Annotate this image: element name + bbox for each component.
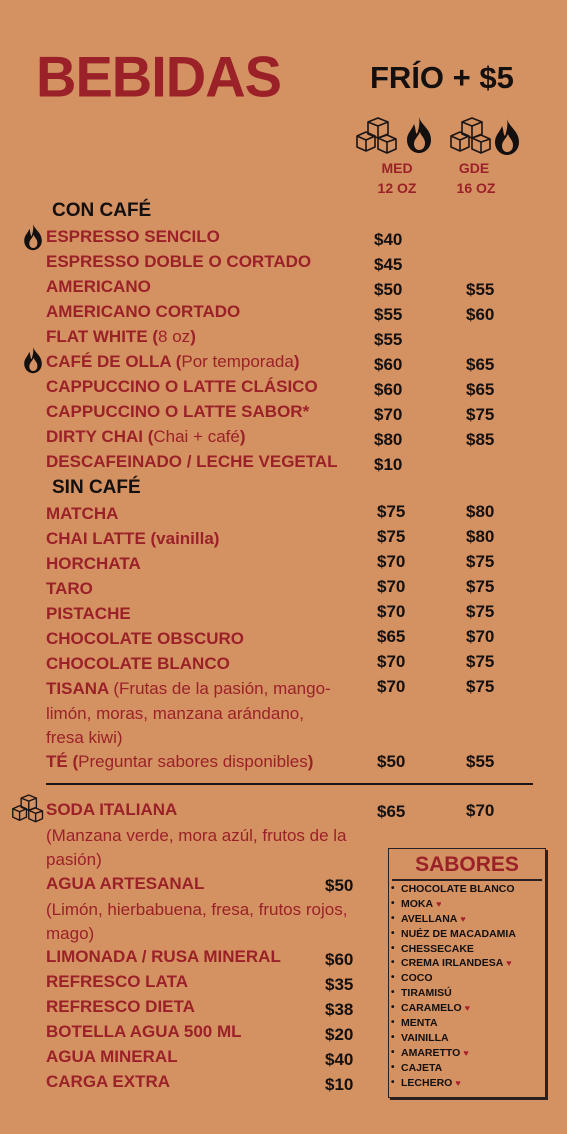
- column-gde-label: GDE: [458, 160, 490, 176]
- price-med: $65: [377, 802, 406, 821]
- flavor-item: [389, 943, 516, 958]
- cold-surcharge-note: FRÍO + $5: [370, 60, 514, 95]
- column-med-oz: 12 OZ: [377, 180, 417, 196]
- price-gde: $75: [466, 652, 495, 671]
- price-med: $60: [374, 380, 403, 399]
- price-med: $50: [377, 752, 406, 771]
- flavor-name: AVELLANA: [401, 912, 458, 925]
- item-description: pasión): [46, 850, 102, 869]
- price-gde: $80: [466, 527, 495, 546]
- menu-item: CHOCOLATE BLANCO: [46, 654, 230, 673]
- menu-title: BEBIDAS: [36, 44, 282, 109]
- flavor-item: [389, 1077, 516, 1092]
- menu-item: CHAI LATTE (vainilla): [46, 529, 220, 548]
- price-med: $65: [377, 627, 406, 646]
- flavor-item: [389, 883, 516, 898]
- heart-icon: ♥: [455, 1077, 461, 1088]
- price: $38: [325, 1000, 354, 1019]
- menu-item: MATCHA: [46, 504, 119, 523]
- heart-icon: ♥: [460, 913, 466, 924]
- menu-item: AGUA MINERAL: [46, 1047, 178, 1066]
- menu-item: CHOCOLATE OBSCURO: [46, 629, 245, 648]
- price-gde: $85: [466, 430, 495, 449]
- flavor-name: AMARETTO: [401, 1046, 461, 1059]
- flavor-item: [389, 898, 516, 913]
- column-gde-oz: 16 OZ: [456, 180, 496, 196]
- menu-item: DIRTY CHAI (Chai + café): [46, 427, 246, 446]
- menu-item: REFRESCO LATA: [46, 972, 188, 991]
- price-gde: $75: [466, 405, 495, 424]
- menu-item: DESCAFEINADO / LECHE VEGETAL: [46, 452, 338, 471]
- price-med: $70: [374, 405, 403, 424]
- price-gde: $80: [466, 502, 495, 521]
- menu-item: REFRESCO DIETA: [46, 997, 195, 1016]
- flavor-name: CHESSECAKE: [401, 942, 474, 955]
- menu-item: PISTACHE: [46, 604, 131, 623]
- price-med: $70: [377, 652, 406, 671]
- flavor-name: CHOCOLATE BLANCO: [401, 883, 515, 895]
- flavor-name: MOKA: [401, 897, 434, 910]
- menu-item: CAPPUCCINO O LATTE CLÁSICO: [46, 377, 318, 396]
- price: $40: [325, 1050, 354, 1069]
- menu-item: FLAT WHITE (8 oz): [46, 327, 196, 346]
- price-med: $70: [377, 602, 406, 621]
- menu-item: ESPRESSO DOBLE O CORTADO: [46, 252, 312, 271]
- flavor-name: NUÉZ DE MACADAMIA: [401, 927, 516, 940]
- price-med: $40: [374, 230, 403, 249]
- menu-item: CARGA EXTRA: [46, 1072, 171, 1091]
- menu-item: LIMONADA / RUSA MINERAL: [46, 947, 281, 966]
- flavor-item: [389, 972, 516, 987]
- price-gde: $65: [466, 355, 495, 374]
- flame-icon: [22, 223, 44, 251]
- menu-item: CAFÉ DE OLLA (Por temporada): [46, 352, 300, 371]
- flavors-title: SABORES: [415, 853, 519, 876]
- price-gde: $60: [466, 305, 495, 324]
- price-med: $75: [377, 527, 406, 546]
- item-description: mago): [46, 924, 95, 943]
- flame-icon: [22, 346, 44, 374]
- price-gde: $75: [466, 577, 495, 596]
- flavors-box: [388, 848, 546, 1098]
- menu-item: CAPPUCCINO O LATTE SABOR*: [46, 402, 310, 421]
- price: $35: [325, 975, 354, 994]
- flavor-name: LECHERO: [401, 1076, 453, 1089]
- flavor-item: [389, 987, 516, 1002]
- menu-item: AMERICANO: [46, 277, 151, 296]
- price-med: $70: [377, 552, 406, 571]
- heart-icon: ♥: [436, 898, 442, 909]
- price-med: $70: [377, 577, 406, 596]
- menu-item: BOTELLA AGUA 500 ML: [46, 1022, 242, 1041]
- flavor-name: CARAMELO: [401, 1002, 462, 1015]
- flavor-name: CAJETA: [401, 1061, 443, 1074]
- price-gde: $55: [466, 752, 495, 771]
- price: $10: [325, 1075, 354, 1094]
- menu-item: TARO: [46, 579, 93, 598]
- flavor-item: [389, 1017, 516, 1032]
- heart-icon: ♥: [464, 1003, 471, 1014]
- flavor-item: [389, 1047, 516, 1062]
- price: $60: [325, 950, 354, 969]
- heart-icon: ♥: [506, 958, 512, 969]
- flavor-item: [389, 1002, 516, 1017]
- item-description: limón, moras, manzana arándano,: [46, 704, 304, 723]
- flavor-item: [389, 928, 516, 943]
- menu-item: TISANA (Frutas de la pasión, mango-: [46, 679, 331, 698]
- menu-item: ESPRESSO SENCILO: [46, 227, 220, 246]
- price-gde: $75: [466, 677, 495, 696]
- ice-cubes-icon: [354, 114, 400, 156]
- flavors-divider: [392, 879, 542, 881]
- price-gde: $70: [466, 627, 495, 646]
- price-med: $10: [374, 455, 403, 474]
- price-med: $60: [374, 355, 403, 374]
- flavor-name: MENTA: [401, 1017, 438, 1030]
- price-gde: $75: [466, 602, 495, 621]
- price: $50: [325, 876, 354, 895]
- item-description: (Manzana verde, mora azúl, frutos de la: [46, 826, 347, 845]
- flavor-item: [389, 1032, 516, 1047]
- price-gde: $55: [466, 280, 495, 299]
- menu-item: HORCHATA: [46, 554, 141, 573]
- flavor-item: [389, 913, 516, 928]
- ice-cubes-icon: [10, 792, 46, 824]
- heart-icon: ♥: [463, 1047, 469, 1058]
- price-med: $55: [374, 330, 403, 349]
- price-med: $50: [374, 280, 403, 299]
- flame-icon: [492, 118, 522, 156]
- flavor-name: CREMA IRLANDESA: [401, 957, 504, 970]
- section-divider: [46, 783, 533, 785]
- section-heading-con-cafe: CON CAFÉ: [52, 200, 152, 221]
- menu-item: AGUA ARTESANAL: [46, 874, 205, 893]
- flavor-name: TIRAMISÚ: [401, 987, 452, 1000]
- price-med: $70: [377, 677, 406, 696]
- price-med: $75: [377, 502, 406, 521]
- column-med-label: MED: [381, 160, 413, 176]
- price-gde: $70: [466, 801, 495, 820]
- price-gde: $75: [466, 552, 495, 571]
- menu-item: SODA ITALIANA: [46, 800, 178, 819]
- price-med: $80: [374, 430, 403, 449]
- menu-item: AMERICANO CORTADO: [46, 302, 241, 321]
- price-med: $45: [374, 255, 403, 274]
- flame-icon: [404, 116, 434, 154]
- price-med: $55: [374, 305, 403, 324]
- item-description: fresa kiwi): [46, 728, 123, 747]
- ice-cubes-icon: [448, 114, 494, 156]
- flavor-item: [389, 957, 516, 972]
- flavor-name: COCO: [401, 972, 433, 985]
- flavor-item: [389, 1062, 516, 1077]
- price: $20: [325, 1025, 354, 1044]
- menu-item: TÉ (Preguntar sabores disponibles): [46, 752, 314, 771]
- flavors-list: [389, 883, 516, 1091]
- item-description: (Limón, hierbabuena, fresa, frutos rojos,: [46, 900, 348, 919]
- price-gde: $65: [466, 380, 495, 399]
- flavor-name: VAINILLA: [401, 1031, 449, 1044]
- section-heading-sin-cafe: SIN CAFÉ: [52, 477, 141, 498]
